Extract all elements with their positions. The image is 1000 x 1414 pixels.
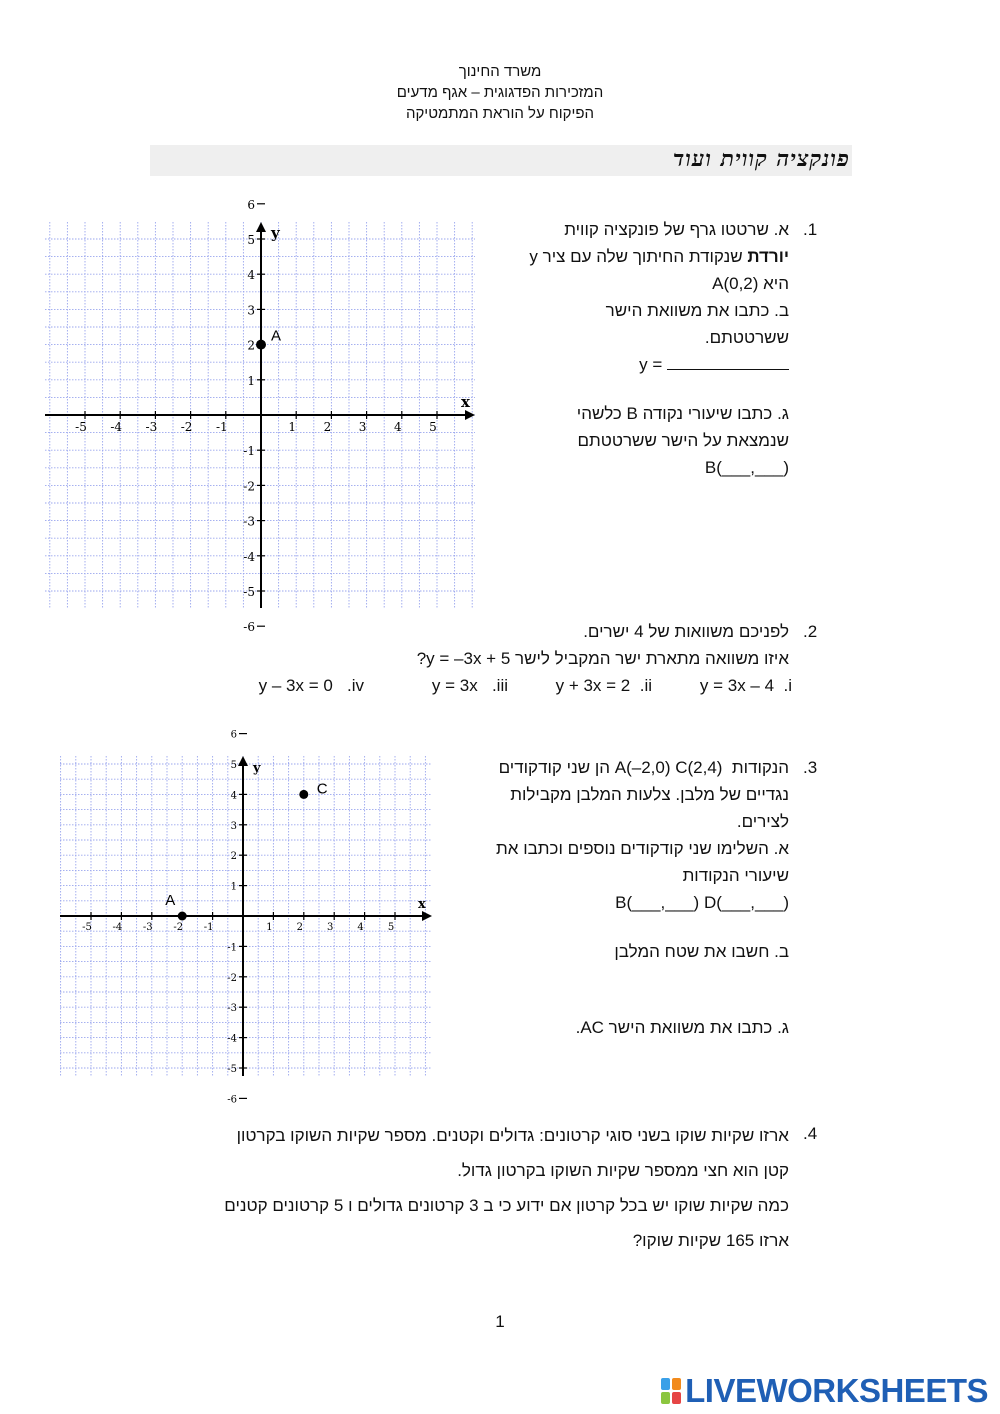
q1-y-eq-label: y = <box>639 355 667 374</box>
liveworksheets-logo[interactable] <box>661 1372 988 1410</box>
g1-y-tick-label: -3 <box>243 514 255 529</box>
g1-x-tick-label: 1 <box>288 420 297 434</box>
q2-number: .2 <box>803 622 818 641</box>
page-title: פונקציה קווית ועוד <box>672 146 850 172</box>
title-band <box>150 145 852 176</box>
q2-option-3-eq: y = 3x <box>431 676 478 695</box>
g1-y-tick-label: -4 <box>243 549 255 564</box>
liveworksheets-logo-icon <box>661 1378 681 1404</box>
q2-line1: לפניכם משוואות של 4 ישרים. <box>583 622 789 641</box>
g1-y-tick-label: -5 <box>243 585 255 599</box>
g1-x-tick-label: -2 <box>180 420 193 434</box>
g1-x-tick-label: -4 <box>110 420 123 434</box>
graph2-x-label: x <box>418 897 426 912</box>
q3-line1-post: הן שני קודקודים <box>498 758 611 777</box>
q1-y-equation <box>459 351 789 378</box>
g1-y-tick-label: -6 <box>243 620 255 635</box>
graph1-point-a <box>256 340 266 350</box>
graph2[interactable] <box>60 729 432 1106</box>
graph2-axes <box>60 734 432 1099</box>
g2-y-tick-label: -1 <box>227 942 237 954</box>
q1-a-line1: א. שרטטו גרף של פונקציה קווית <box>564 220 789 239</box>
g1-y-tick-label: 4 <box>247 268 255 283</box>
header-ministry: משרד החינוך <box>458 63 542 80</box>
q3-line3: לצירים. <box>736 812 789 831</box>
q2-option-3[interactable] <box>432 672 508 699</box>
graph1-y-label: y <box>271 224 280 242</box>
q4-line4: ארזו 165 שקיות שוקו? <box>632 1231 789 1250</box>
g1-x-tick-label: 5 <box>429 420 437 434</box>
g1-x-tick-label: 2 <box>323 420 332 434</box>
q4-line1: ארזו שקיות שוקו בשני סוגי קרטונים: גדולים וקטנים. מספר שקיות השוקו בקרטון <box>236 1126 789 1145</box>
graph2-point-c-label: C <box>316 780 328 798</box>
q1-b-line1: ב. כתבו את משוואת הישר <box>605 301 789 320</box>
g1-y-tick-label: -2 <box>243 479 255 494</box>
page-number: 1 <box>495 1312 505 1331</box>
q3-b-line: ב. חשבו את שטח המלבן <box>614 942 789 961</box>
q1-a-line2-rest: שנקודת החיתוך שלה עם ציר y <box>529 247 748 266</box>
g2-y-tick-label: 1 <box>230 881 237 893</box>
q3-line1 <box>429 754 789 781</box>
graph1-point-a-label: A <box>271 327 282 345</box>
g2-y-tick-label: -2 <box>227 972 237 984</box>
graph2-tick-labels <box>82 730 394 1106</box>
g2-x-tick-label: -5 <box>82 922 92 933</box>
g2-y-tick-label: 3 <box>230 820 237 832</box>
graph1-axes <box>45 204 475 626</box>
q3-line1-pre: הנקודות <box>731 758 789 777</box>
g2-x-tick-label: -4 <box>112 922 123 933</box>
g2-y-tick-label: -6 <box>227 1094 237 1106</box>
g1-y-arrow <box>256 222 266 232</box>
g1-x-tick-label: 3 <box>358 420 367 434</box>
q2-option-1-eq: y = 3x – 4 <box>699 676 775 695</box>
q2-option-4-eq: y – 3x = 0 <box>258 676 333 695</box>
q3-a-answer[interactable]: B(___,___) D(___,___) <box>615 893 789 912</box>
graph2-point-a <box>178 912 187 921</box>
q2-option-2-label: .ii <box>639 676 652 695</box>
g2-x-tick-label: -2 <box>173 922 184 933</box>
q1-a-line2 <box>459 243 789 270</box>
g2-y-tick-label: 6 <box>230 729 237 741</box>
q2-option-4-label: .iv <box>347 676 364 695</box>
graph2-point-c <box>299 790 308 799</box>
q1-y-answer-blank[interactable] <box>667 353 789 370</box>
q1-b-line2: ששרטטתם. <box>704 328 789 347</box>
q2-options <box>222 672 792 699</box>
g2-x-tick-label: -1 <box>203 922 214 933</box>
q2-option-2[interactable] <box>556 672 652 699</box>
q2-option-4[interactable] <box>259 672 364 699</box>
header-secretariat: המזכירות הפדגוגית – אגף מדעים <box>396 84 604 101</box>
q1-c-line1: ג. כתבו שיעורי נקודה B כלשהי <box>576 404 789 423</box>
q4-number: .4 <box>803 1124 818 1143</box>
g2-x-tick-label: 2 <box>296 922 303 933</box>
g2-x-arrow <box>422 911 432 921</box>
g2-y-tick-label: 5 <box>230 760 237 771</box>
q3-line2: נגדיים של מלבן. צלעות המלבן מקבילות <box>510 785 789 804</box>
g2-x-tick-label: 5 <box>387 922 395 933</box>
q1-number: .1 <box>803 220 818 239</box>
q1-a-line3: היא (A(0,2 <box>712 274 789 293</box>
q4-text <box>149 1118 789 1258</box>
g1-y-tick-label: 5 <box>247 233 255 247</box>
liveworksheets-logo-text: LIVEWORKSHEETS <box>685 1372 988 1409</box>
g2-x-tick-label: -3 <box>142 922 153 933</box>
q3-a-line1: א. השלימו שני קודקודים נוספים וכתבו את <box>496 839 789 858</box>
g1-x-tick-label: 4 <box>393 420 402 434</box>
g2-y-tick-label: -4 <box>227 1033 237 1045</box>
q3-text <box>429 754 789 1041</box>
g1-y-tick-label: 2 <box>247 338 255 353</box>
q1-b-answer[interactable]: B(___,___) <box>704 458 789 477</box>
g1-y-tick-label: 3 <box>247 303 255 318</box>
q2-line2: איזו משוואה מתארת ישר המקביל לישר y = –3x + 5? <box>416 649 789 668</box>
g1-x-tick-label: -3 <box>145 420 158 434</box>
q1-c-line2: שנמצאת על הישר ששרטטתם <box>577 431 789 450</box>
graph2-y-label: y <box>253 761 261 776</box>
g2-y-tick-label: -3 <box>227 1003 237 1015</box>
header-supervision: הפיקוח על הוראת המתמטיקה <box>405 105 595 122</box>
q2-option-2-eq: y + 3x = 2 <box>555 676 631 695</box>
q1-bold-word: יורדת <box>747 247 789 266</box>
g2-x-tick-label: 4 <box>357 922 364 933</box>
g1-y-tick-label: 1 <box>247 373 255 388</box>
q3-points: A(–2,0) C(2,4) <box>614 758 723 777</box>
q2-option-1[interactable] <box>700 672 792 699</box>
q2-option-1-label: .i <box>783 676 792 695</box>
q4-line2: קטן הוא חצי ממספר שקיות השוקו בקרטון גדול. <box>457 1161 789 1180</box>
graph1[interactable] <box>45 197 475 635</box>
g2-x-tick-label: 3 <box>327 922 334 933</box>
q2-option-3-label: .iii <box>491 676 508 695</box>
g1-y-tick-label: 6 <box>247 197 255 212</box>
g1-x-arrow <box>465 410 475 420</box>
q1-text <box>459 216 789 481</box>
q2-text <box>189 618 789 672</box>
g2-y-tick-label: 4 <box>230 790 237 802</box>
g1-y-tick-label: -1 <box>243 444 255 459</box>
graph1-x-label: x <box>461 393 470 411</box>
g2-x-tick-label: 1 <box>266 922 273 933</box>
q3-number: .3 <box>803 758 818 777</box>
g1-x-tick-label: -5 <box>75 420 87 434</box>
q3-c-line: ג. כתבו את משוואת הישר AC. <box>575 1018 789 1037</box>
g2-y-tick-label: -5 <box>227 1064 237 1075</box>
g2-y-tick-label: 2 <box>230 851 237 863</box>
q4-line3: כמה שקיות שוקו יש בכל קרטון אם ידוע כי ב 3 קרטונים גדולים ו 5 קרטונים קטנים <box>224 1196 789 1215</box>
g1-x-tick-label: -1 <box>215 420 228 434</box>
graph2-point-a-label: A <box>165 892 176 909</box>
q3-a-line2: שיעורי הנקודות <box>682 866 789 885</box>
